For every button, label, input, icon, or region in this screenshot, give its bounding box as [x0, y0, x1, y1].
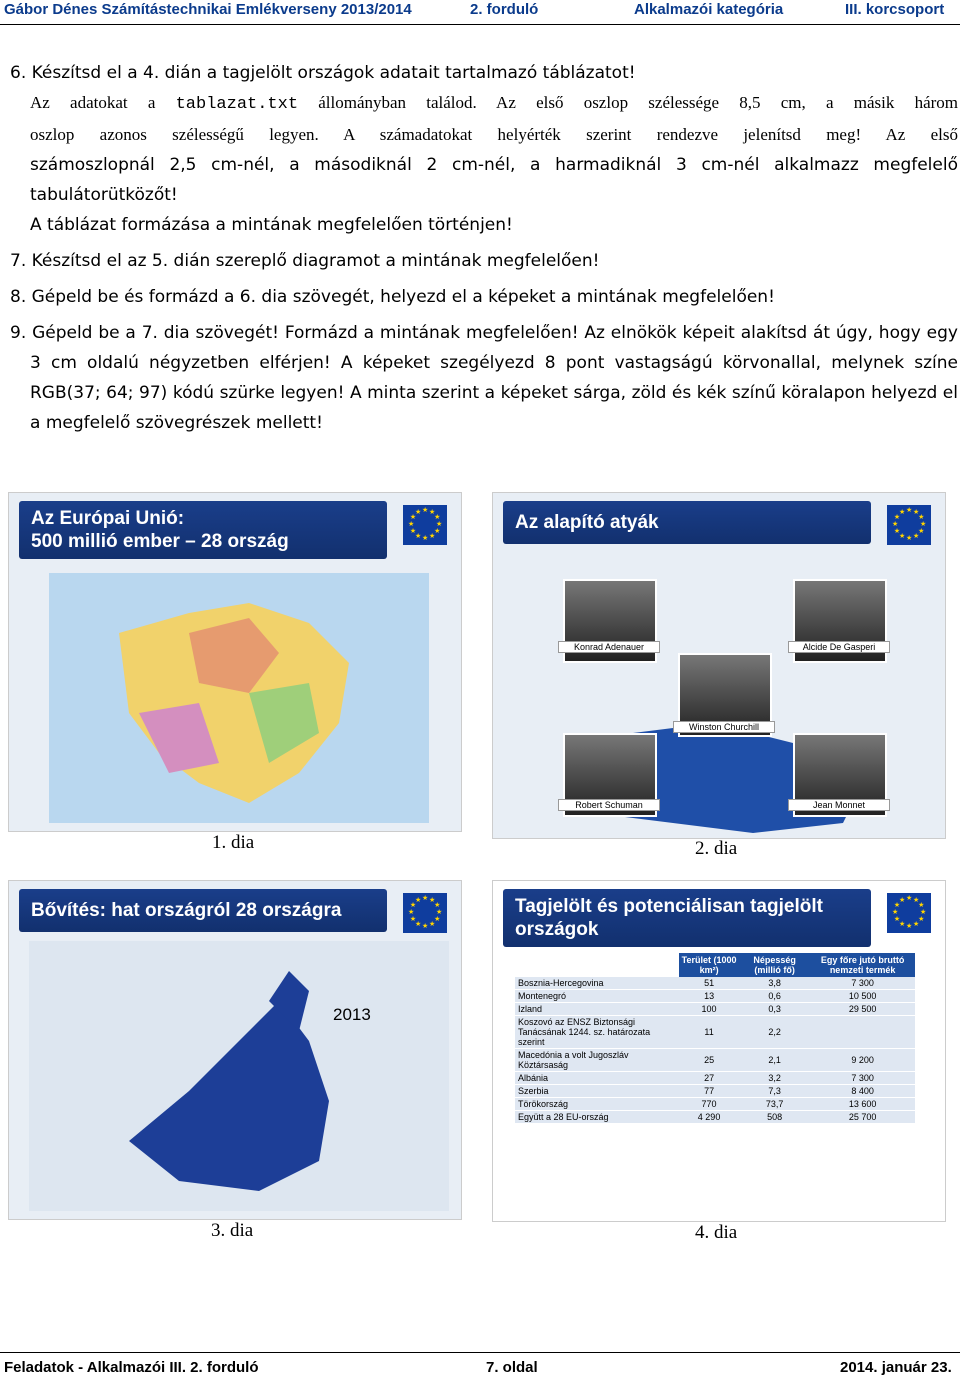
header-category: Alkalmazói kategória [634, 1, 784, 18]
enlargement-map-illustration [29, 941, 449, 1211]
star-icon: ★ [899, 896, 906, 904]
star-icon: ★ [434, 514, 441, 521]
star-icon: ★ [918, 902, 925, 909]
task-7: 7. Készítsd el az 5. dián szereplő diagramot a mintának megfelelően! [10, 251, 600, 271]
star-icon: ★ [415, 533, 422, 541]
slide-2-title: Az alapító atyák [503, 501, 871, 544]
star-icon: ★ [913, 921, 920, 929]
task-9-line-1: 9. Gépeld be a 7. dia szövegét! Formázd a mintának megfelelően! Az elnökök képeit alakítsd át úgy, hogy egy [10, 323, 958, 343]
header-competition: Gábor Dénes Számítástechnikai Emlékverseny 2013/2014 [4, 1, 412, 18]
slide-2-caption: 2. dia [695, 838, 738, 859]
candidate-table-body [515, 977, 915, 1124]
star-icon: ★ [893, 514, 901, 521]
task-6-line-2: oszlop azonos szélességű legyen. A számadatokat helyérték szerint rendezve jelenítsd meg! Az első [30, 125, 958, 144]
table-row [515, 1098, 915, 1111]
star-icon: ★ [918, 916, 925, 923]
slide-3-image [8, 880, 462, 1220]
star-icon: ★ [429, 508, 436, 516]
star-icon: ★ [892, 909, 899, 916]
slide-1-caption: 1. dia [212, 832, 255, 853]
table-cell-country: Együtt a 28 EU-ország [515, 1111, 679, 1124]
star-icon: ★ [899, 508, 906, 516]
table-cell-country: Törökország [515, 1098, 679, 1111]
eu-flag-icon [403, 505, 447, 545]
star-icon: ★ [906, 923, 913, 930]
table-cell-country: Szerbia [515, 1085, 679, 1098]
star-icon: ★ [436, 521, 443, 528]
task-6-line-1: Az adatokat a tablazat.txt állományban találod. Az első oszlop szélessége 8,5 cm, a másik három [30, 93, 959, 114]
table-cell-value: 2,2 [739, 1016, 810, 1049]
slide-2-image [492, 492, 946, 839]
star-icon: ★ [409, 916, 417, 923]
name-adenauer: Konrad Adenauer [558, 641, 660, 653]
slide-4-title: Tagjelölt és potenciálisan tagjelölt országok [503, 889, 871, 947]
star-icon: ★ [893, 902, 901, 909]
star-icon: ★ [893, 528, 901, 535]
star-icon: ★ [436, 909, 443, 916]
table-cell-value: 4 290 [679, 1111, 739, 1124]
star-icon: ★ [899, 921, 906, 929]
star-icon: ★ [408, 909, 415, 916]
footer-page: 7. oldal [486, 1359, 538, 1376]
star-icon: ★ [429, 533, 436, 541]
page-header [0, 0, 960, 25]
star-icon: ★ [434, 916, 441, 923]
task-9-line-4: a megfelelő szövegrészek mellett! [30, 413, 323, 433]
table-cell-value: 77 [679, 1085, 739, 1098]
star-icon: ★ [892, 521, 899, 528]
star-icon: ★ [409, 902, 417, 909]
header-round: 2. forduló [470, 1, 539, 18]
table-cell-value: 25 [679, 1049, 739, 1072]
table-cell-country: Izland [515, 1003, 679, 1016]
star-icon: ★ [434, 528, 441, 535]
table-cell-value: 10 500 [810, 990, 915, 1003]
slide-3-caption: 3. dia [211, 1220, 254, 1241]
table-cell-value: 770 [679, 1098, 739, 1111]
table-cell-country: Koszovó az ENSZ Biztonsági Tanácsának 1244. sz. határozata szerint [515, 1016, 679, 1049]
slide-3-title: Bővítés: hat országról 28 országra [19, 889, 387, 932]
table-cell-country: Bosznia-Hercegovina [515, 977, 679, 990]
star-icon: ★ [422, 507, 429, 514]
footer-left: Feladatok - Alkalmazói III. 2. forduló [4, 1359, 259, 1376]
star-icon: ★ [415, 508, 422, 516]
table-cell-value: 25 700 [810, 1111, 915, 1124]
task-9-line-3: RGB(37; 64; 97) kódú szürke legyen! A minta szerint a képeket sárga, zöld és kék színű köralapon helyezd el [30, 383, 958, 403]
slide-1-image [8, 492, 462, 832]
table-cell-value: 9 200 [810, 1049, 915, 1072]
table-cell-value: 51 [679, 977, 739, 990]
table-cell-value: 13 600 [810, 1098, 915, 1111]
table-cell-country: Macedónia a volt Jugoszláv Köztársaság [515, 1049, 679, 1072]
star-icon: ★ [906, 895, 913, 902]
table-cell-country: Albánia [515, 1072, 679, 1085]
table-row [515, 977, 915, 990]
name-churchill: Winston Churchill [673, 721, 775, 733]
eu-map-illustration [49, 573, 429, 823]
file-name: tablazat.txt [175, 95, 299, 114]
header-level: III. korcsoport [845, 1, 945, 18]
star-icon: ★ [434, 902, 441, 909]
task-text [10, 58, 958, 438]
table-cell-value: 8 400 [810, 1085, 915, 1098]
task-8: 8. Gépeld be és formázd a 6. dia szövegét, helyezd el a képeket a mintának megfelelően! [10, 287, 775, 307]
star-icon: ★ [409, 528, 417, 535]
table-row [515, 1003, 915, 1016]
star-icon: ★ [913, 533, 920, 541]
star-icon: ★ [899, 533, 906, 541]
table-cell-value: 11 [679, 1016, 739, 1049]
table-cell-value: 29 500 [810, 1003, 915, 1016]
star-icon: ★ [415, 921, 422, 929]
table-cell-value: 7 300 [810, 1072, 915, 1085]
star-icon: ★ [429, 921, 436, 929]
name-monnet: Jean Monnet [788, 799, 890, 811]
star-icon: ★ [422, 535, 429, 542]
slide-1-title: Az Európai Unió: 500 millió ember – 28 ország [19, 501, 387, 559]
table-cell-value: 27 [679, 1072, 739, 1085]
star-icon: ★ [422, 895, 429, 902]
slide-4-image [492, 880, 946, 1222]
page-footer [0, 1352, 960, 1380]
table-cell-value: 7,3 [739, 1085, 810, 1098]
table-row [515, 1049, 915, 1072]
footer-date: 2014. január 23. [840, 1359, 952, 1376]
task-6-title: 6. Készítsd el a 4. dián a tagjelölt országok adatait tartalmazó táblázatot! [10, 63, 636, 83]
task-6-line-5: A táblázat formázása a mintának megfelelően történjen! [30, 215, 513, 235]
table-row [515, 990, 915, 1003]
candidate-table: Terület (1000 km²) Népesség (millió fő) Egy főre jutó bruttó nemzeti termék Bosznia-Hercegovina 51 3,8 7 300 Montenegró 13 0,6 10 500 Izland 100 0,3 29 500 Koszovó az ENSZ Biztonsági Tanácsának 1244. sz. határozata szerint 11 2,2 Macedónia a volt Jugoszláv Köztársaság 25 2,1 9 200 Albánia 27 3,2 7 300 Szerbia 77 7,3 8 400 Törökország 770 73,7 13 600 Együtt a 28 EU-ország 4 290 508 25 700 [515, 953, 915, 1124]
task-6-line-4: tabulátorütközőt! [30, 185, 178, 205]
table-row [515, 1016, 915, 1049]
star-icon: ★ [918, 528, 925, 535]
task-6-line-3: számoszlopnál 2,5 cm-nél, a másodiknál 2 cm-nél, a harmadiknál 3 cm-nél alkalmazz megfelelő [30, 155, 958, 175]
slide-3-year: 2013 [333, 1005, 371, 1024]
table-cell-value: 0,6 [739, 990, 810, 1003]
star-icon: ★ [918, 514, 925, 521]
table-cell-value: 7 300 [810, 977, 915, 990]
star-icon: ★ [429, 896, 436, 904]
star-icon: ★ [920, 909, 927, 916]
name-schuman: Robert Schuman [558, 799, 660, 811]
star-icon: ★ [906, 535, 913, 542]
table-cell-value: 100 [679, 1003, 739, 1016]
eu-flag-icon [887, 893, 931, 933]
name-de-gasperi: Alcide De Gasperi [788, 641, 890, 653]
table-row [515, 1072, 915, 1085]
star-icon: ★ [906, 507, 913, 514]
table-row [515, 1085, 915, 1098]
table-cell-value: 3,8 [739, 977, 810, 990]
star-icon: ★ [409, 514, 417, 521]
star-icon: ★ [893, 916, 901, 923]
table-cell-value: 73,7 [739, 1098, 810, 1111]
table-cell-value [810, 1016, 915, 1049]
task-9-line-2: 3 cm oldalú négyzetben elférjen! A képeket szegélyezd 8 pont vastagságú körvonallal, melynek színe [30, 353, 958, 373]
table-cell-value: 13 [679, 990, 739, 1003]
star-icon: ★ [415, 896, 422, 904]
table-cell-value: 3,2 [739, 1072, 810, 1085]
star-icon: ★ [913, 896, 920, 904]
slide-4-caption: 4. dia [695, 1222, 738, 1243]
star-icon: ★ [422, 923, 429, 930]
star-icon: ★ [913, 508, 920, 516]
table-cell-value: 2,1 [739, 1049, 810, 1072]
table-cell-value: 0,3 [739, 1003, 810, 1016]
star-icon: ★ [408, 521, 415, 528]
table-cell-value: 508 [739, 1111, 810, 1124]
table-row [515, 1111, 915, 1124]
star-icon: ★ [920, 521, 927, 528]
eu-flag-icon [887, 505, 931, 545]
table-cell-country: Montenegró [515, 990, 679, 1003]
eu-flag-icon [403, 893, 447, 933]
